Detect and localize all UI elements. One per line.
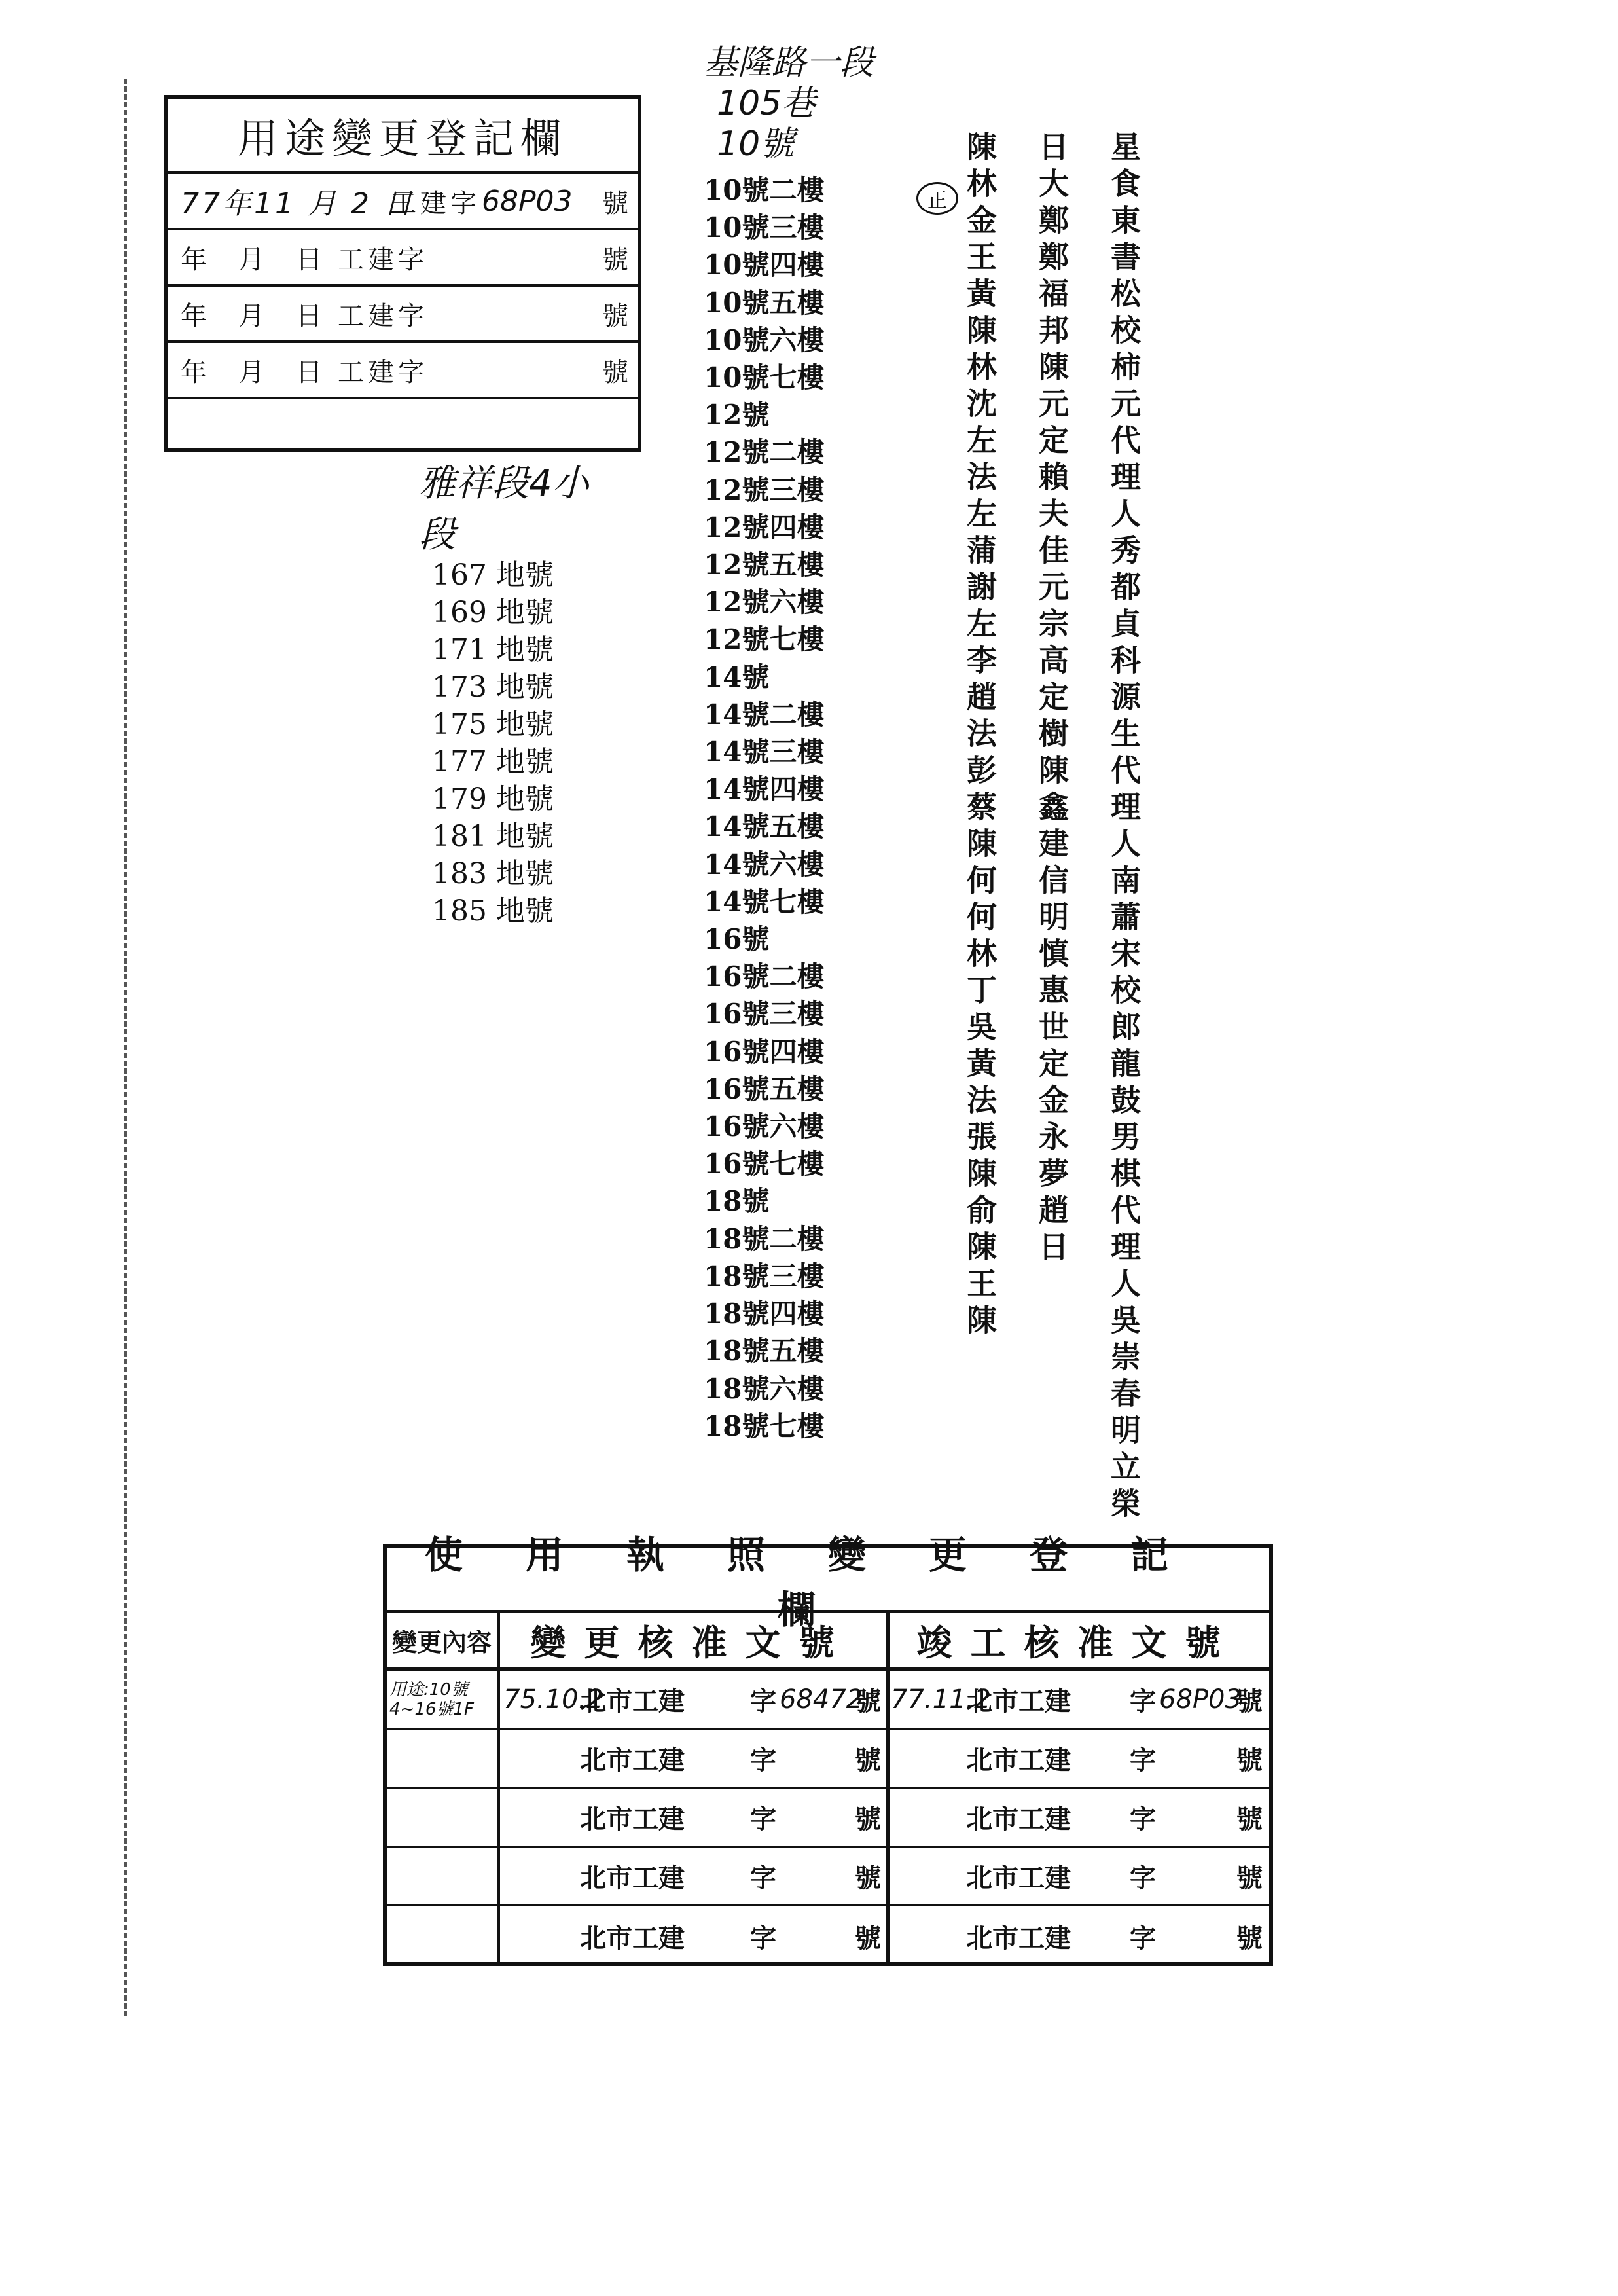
table-row [387, 1671, 1269, 1730]
lot-item: 169 地號 [432, 596, 554, 629]
address-item: 14號 [704, 661, 770, 693]
registration-box-title: 用途變更登記欄 [168, 99, 638, 174]
completion-prefix: 北市工建 [966, 1922, 1071, 1954]
lot-item: 173 地號 [432, 670, 554, 704]
completion-hao: 號 [1236, 1804, 1263, 1834]
address-item: 14號三樓 [704, 736, 825, 769]
registration-suffix: 號 [602, 188, 628, 219]
registration-row [168, 343, 638, 399]
owner-names: 星食東書松校柿元代理人秀都貞科源生代理人南蕭宋校郎龍鼓男棋代理人吳崇春明立榮 [1106, 131, 1142, 1524]
registration-row [168, 230, 638, 287]
change-zi: 字 [750, 1863, 776, 1893]
address-item: 18號四樓 [704, 1298, 825, 1330]
address-item: 16號三樓 [704, 998, 825, 1030]
address-item: 14號六樓 [704, 848, 825, 881]
completion-prefix: 北市工建 [966, 1686, 1071, 1717]
completion-zi: 字 [1130, 1863, 1156, 1893]
address-item: 12號四樓 [704, 511, 825, 543]
row-change-content [389, 1730, 494, 1787]
registration-row [168, 174, 638, 230]
address-item: 16號四樓 [704, 1035, 825, 1068]
registration-ref: 工建字 [338, 357, 428, 388]
address-item: 14號七樓 [704, 885, 825, 918]
license-change-table [383, 1532, 1273, 1966]
address-item: 12號五樓 [704, 549, 825, 581]
change-prefix: 北市工建 [580, 1804, 685, 1834]
registration-date: 年 月 日 [181, 357, 325, 388]
address-item: 16號七樓 [704, 1148, 825, 1180]
completion-hao: 號 [1236, 1922, 1263, 1954]
row-change-content: 用途:10號 4~16號1F [389, 1679, 474, 1719]
registration-suffix: 號 [602, 357, 628, 388]
address-item: 16號六樓 [704, 1110, 825, 1143]
table-row [387, 1906, 1269, 1965]
header-completion-approval: 竣工核准文號 [886, 1613, 1269, 1671]
change-zi: 字 [750, 1922, 776, 1954]
lot-item: 185 地號 [432, 894, 554, 928]
address-item: 10號五樓 [704, 286, 825, 319]
change-date: 75.10.2 [503, 1684, 603, 1715]
address-item: 12號 [704, 399, 770, 431]
registration-row [168, 287, 638, 343]
registration-date: 77年11 月 2 日 [181, 187, 415, 221]
owner-names: 日大鄭鄭福邦陳元定賴夫佳元宗高定樹陳鑫建信明慎惠世定金永夢趙日 [1034, 131, 1070, 1267]
lot-item: 167 地號 [432, 558, 554, 592]
registration-ref: 工建字 [338, 244, 428, 275]
change-prefix: 北市工建 [580, 1686, 685, 1717]
address-item: 16號 [704, 923, 770, 956]
address-item: 18號 [704, 1185, 770, 1218]
change-zi: 字 [750, 1686, 776, 1717]
page-edge-dashes [124, 79, 127, 2016]
lot-heading-line: 段 [419, 513, 456, 556]
owner-column [1105, 131, 1144, 1524]
lot-section-heading [419, 458, 589, 560]
completion-zi: 字 [1130, 1745, 1156, 1776]
registration-ref: 工建字 [338, 301, 428, 331]
lot-item: 183 地號 [432, 857, 554, 890]
owner-names: 陳林金王黃陳林沈左法左蒲謝左李趙法彭蔡陳何何林丁吳黃法張陳俞陳王陳 [962, 131, 998, 1341]
registration-suffix: 號 [602, 244, 628, 275]
change-hao: 號 [855, 1686, 881, 1717]
registration-suffix: 號 [602, 301, 628, 331]
completion-zi: 字 [1130, 1686, 1156, 1717]
change-prefix: 北市工建 [580, 1922, 685, 1954]
address-item: 12號七樓 [704, 623, 825, 656]
owner-column [961, 131, 1000, 1341]
address-item: 12號六樓 [704, 586, 825, 619]
change-number: 68472 [780, 1684, 863, 1715]
address-item: 10號七樓 [704, 361, 825, 394]
usage-change-registration-box [164, 95, 641, 452]
change-prefix: 北市工建 [580, 1863, 685, 1893]
row-change-content [389, 1789, 494, 1846]
address-item: 14號二樓 [704, 698, 825, 731]
address-item: 18號三樓 [704, 1260, 825, 1292]
row-change-content [389, 1906, 494, 1965]
lot-list [432, 556, 554, 930]
license-table-title-text: 使用執照變更登記欄 [424, 1532, 1231, 1632]
address-item: 18號七樓 [704, 1410, 825, 1442]
address-heading [704, 43, 874, 164]
address-heading-number: 10號 [717, 124, 795, 164]
completion-zi: 字 [1130, 1922, 1156, 1954]
address-list [704, 172, 824, 1445]
address-item: 16號五樓 [704, 1072, 825, 1105]
lot-item: 179 地號 [432, 782, 554, 816]
address-heading-road: 基隆路一段 [704, 43, 874, 82]
address-item: 18號五樓 [704, 1335, 825, 1368]
address-item: 14號四樓 [704, 773, 825, 806]
header-change-approval: 變更核准文號 [497, 1613, 886, 1671]
address-item: 10號三樓 [704, 211, 825, 244]
row-change-content [389, 1848, 494, 1904]
completion-prefix: 北市工建 [966, 1804, 1071, 1834]
completion-hao: 號 [1236, 1745, 1263, 1776]
change-hao: 號 [855, 1745, 881, 1776]
address-heading-lane: 105巷 [717, 84, 816, 123]
completion-date: 77.11.2 [891, 1684, 991, 1715]
completion-hao: 號 [1236, 1863, 1263, 1893]
address-item: 10號六樓 [704, 323, 825, 356]
change-hao: 號 [855, 1804, 881, 1834]
registration-number: 68P03 [482, 184, 573, 218]
completion-zi: 字 [1130, 1804, 1156, 1834]
address-item: 12號三樓 [704, 473, 825, 506]
address-item: 10號二樓 [704, 174, 825, 206]
address-item: 10號四樓 [704, 249, 825, 282]
registration-ref: 工建字 [390, 188, 480, 219]
change-hao: 號 [855, 1863, 881, 1893]
completion-prefix: 北市工建 [966, 1863, 1071, 1893]
owner-column [1033, 131, 1072, 1267]
registration-date: 年 月 日 [181, 301, 325, 331]
table-row [387, 1730, 1269, 1789]
address-item: 12號二樓 [704, 436, 825, 469]
lot-item: 177 地號 [432, 745, 554, 778]
lot-item: 175 地號 [432, 708, 554, 741]
change-zi: 字 [750, 1745, 776, 1776]
table-row [387, 1789, 1269, 1848]
completion-number: 68P03 [1159, 1684, 1242, 1715]
header-content: 變更內容 [387, 1613, 497, 1671]
completion-prefix: 北市工建 [966, 1745, 1071, 1776]
change-prefix: 北市工建 [580, 1745, 685, 1776]
correction-stamp: 正 [916, 182, 958, 215]
table-row [387, 1848, 1269, 1906]
address-item: 14號五樓 [704, 811, 825, 843]
registration-date: 年 月 日 [181, 244, 325, 275]
lot-item: 171 地號 [432, 633, 554, 666]
address-item: 16號二樓 [704, 960, 825, 993]
lot-item: 181 地號 [432, 820, 554, 853]
address-item: 18號二樓 [704, 1222, 825, 1255]
address-item: 18號六樓 [704, 1372, 825, 1405]
lot-heading-line: 雅祥段4小 [419, 462, 589, 505]
change-hao: 號 [855, 1922, 881, 1954]
change-zi: 字 [750, 1804, 776, 1834]
completion-hao: 號 [1236, 1686, 1263, 1717]
license-table-title [387, 1532, 1269, 1632]
